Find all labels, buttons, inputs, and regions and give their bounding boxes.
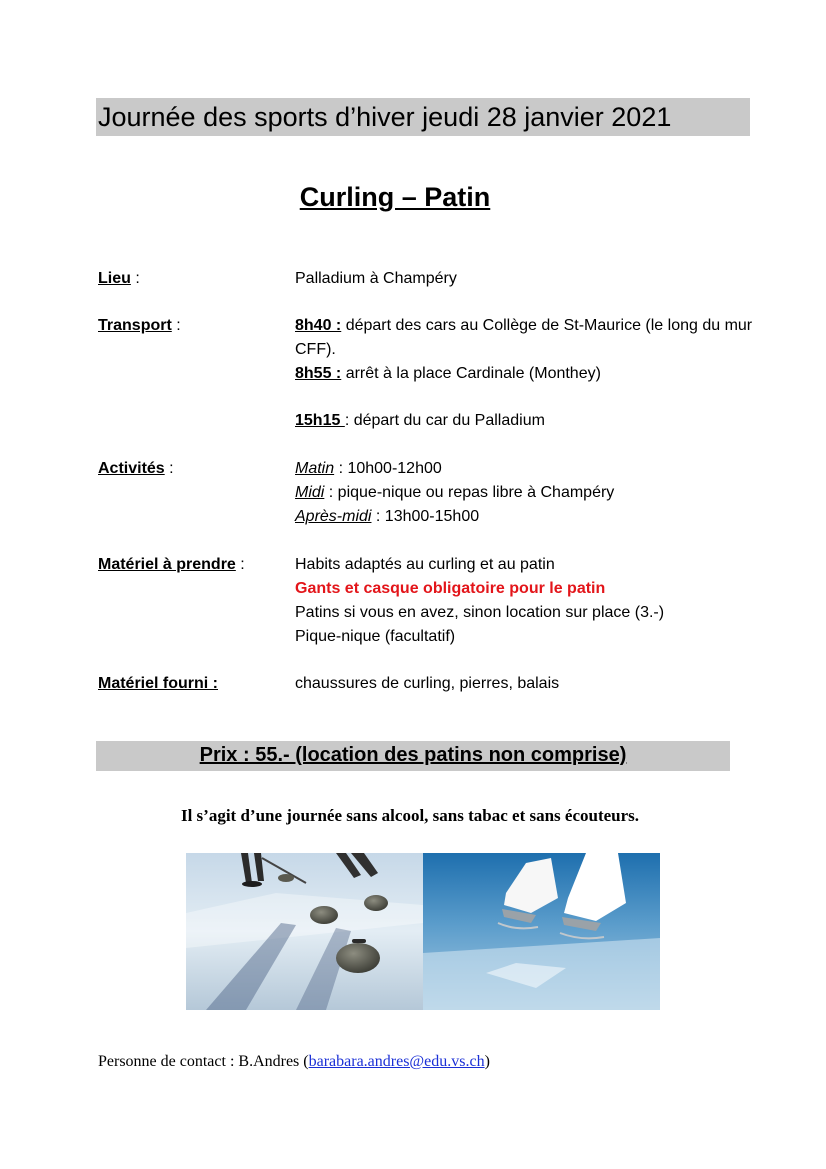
activity-afternoon-name: Après-midi: [295, 508, 372, 525]
materiel-prendre-label: Matériel à prendre: [98, 556, 236, 573]
page-title: Journée des sports d’hiver jeudi 28 janvier 2021: [98, 102, 672, 132]
materiel-prendre-sep: :: [235, 556, 245, 573]
price-text: Prix : 55.- (location des patins non comprise): [199, 744, 627, 766]
transport-time-1: 8h40 :: [295, 317, 342, 334]
transport-text-2: arrêt à la place Cardinale (Monthey): [341, 365, 601, 382]
transport-departure-1: [295, 314, 775, 362]
lieu-label: Lieu: [98, 270, 131, 287]
skate-photo: [423, 853, 660, 1010]
price-banner: [96, 741, 730, 771]
contact-email-link[interactable]: barabara.andres@edu.vs.ch: [308, 1053, 485, 1070]
activity-noon-text: : pique-nique ou repas libre à Champéry: [324, 484, 615, 501]
transport-text-1: départ des cars au Collège de St-Maurice (le long du mur CFF).: [295, 317, 753, 358]
curling-stone: [310, 906, 338, 924]
activites-label-row: [98, 460, 174, 478]
contact-prefix: Personne de contact : B.Andres (: [98, 1053, 309, 1070]
materiel-item-1: Habits adaptés au curling et au patin: [295, 556, 555, 573]
curling-stone: [336, 943, 380, 973]
transport-text-3: : départ du car du Palladium: [344, 412, 545, 429]
no-alcohol-rule: Il s’agit d’une journée sans alcool, sans tabac et sans écouteurs.: [180, 806, 640, 825]
activity-morning: [295, 457, 775, 481]
photos: [186, 853, 660, 1010]
contact-suffix: ): [484, 1053, 490, 1070]
materiel-item-4: Pique-nique (facultatif): [295, 628, 456, 645]
materiel-prendre-label-row: [98, 556, 245, 574]
materiel-item-2-warning: Gants et casque obligatoire pour le patin: [295, 580, 606, 597]
transport-return: [295, 409, 775, 433]
transport-time-3: 15h15: [295, 412, 345, 429]
transport-label: Transport: [98, 317, 172, 334]
activity-morning-name: Matin: [295, 460, 335, 477]
materiel-fourni-label: Matériel fourni :: [98, 675, 219, 692]
activity-morning-text: : 10h00-12h00: [334, 460, 442, 477]
curling-stone: [364, 895, 388, 911]
activity-afternoon: [295, 505, 775, 529]
activity-noon: [295, 481, 775, 505]
activites-list: [295, 457, 775, 529]
lieu-label-row: [98, 270, 140, 288]
activites-sep: :: [164, 460, 174, 477]
materiel-fourni-value: chaussures de curling, pierres, balais: [295, 675, 560, 692]
transport-departure-2: [295, 362, 775, 386]
materiel-item-3: Patins si vous en avez, sinon location sur place (3.-): [295, 604, 665, 621]
activity-afternoon-text: : 13h00-15h00: [371, 508, 480, 525]
transport-label-row: [98, 317, 181, 335]
transport-sep: :: [171, 317, 181, 334]
contact-line: [98, 1053, 490, 1071]
event-subtitle: Curling – Patin: [299, 182, 491, 212]
lieu-sep: :: [130, 270, 140, 287]
activites-label: Activités: [98, 460, 165, 477]
title-banner: [96, 98, 750, 136]
curling-photo: [186, 853, 423, 1010]
materiel-prendre-list: [295, 553, 775, 649]
lieu-value: Palladium à Champéry: [295, 270, 457, 287]
materiel-fourni-label-row: [98, 675, 218, 693]
activity-noon-name: Midi: [295, 484, 325, 501]
transport-time-2: 8h55 :: [295, 365, 342, 382]
